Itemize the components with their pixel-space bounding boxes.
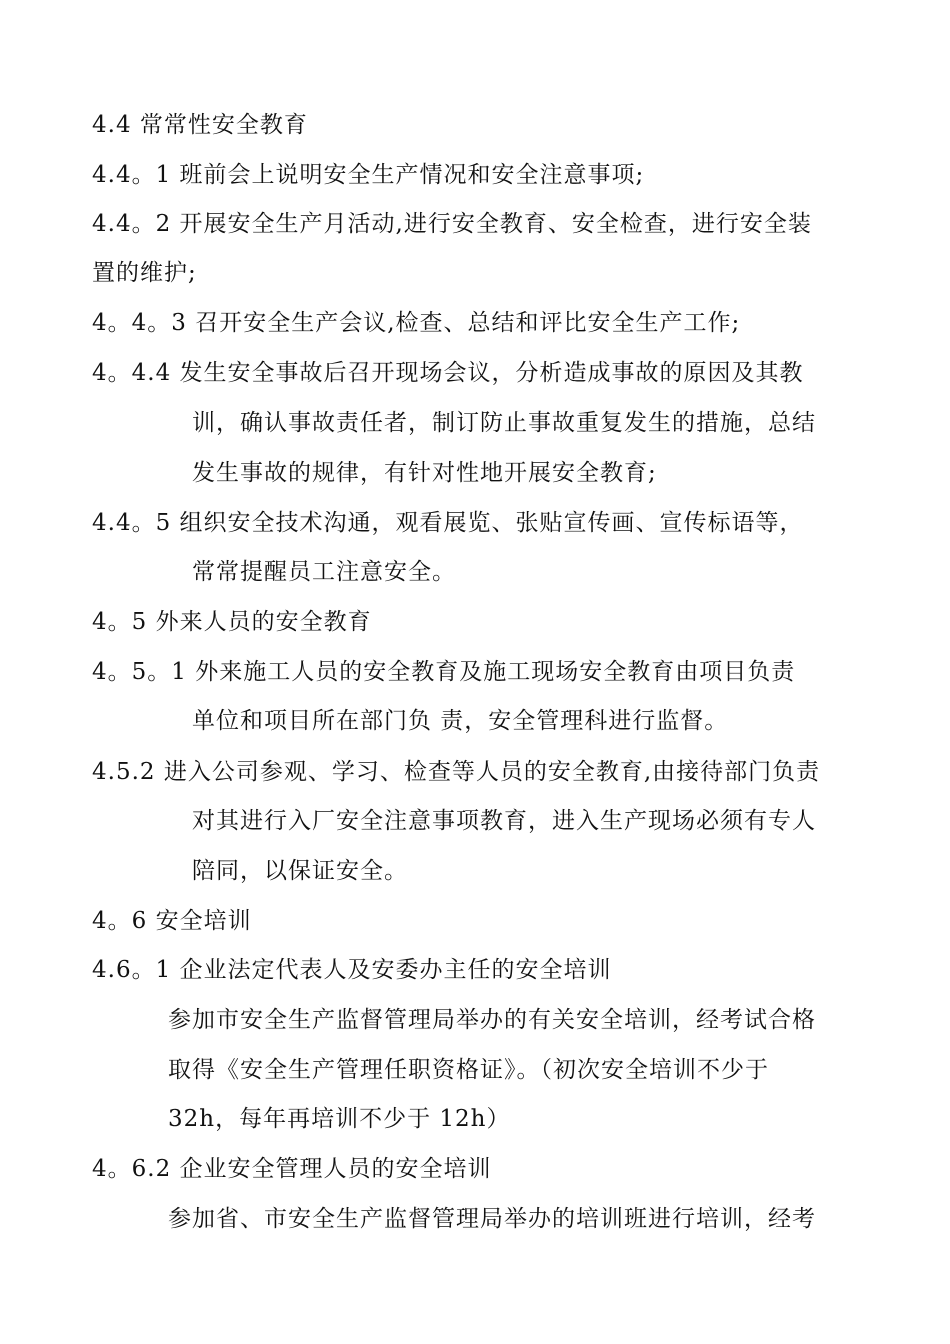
clause-4-4-5: 4.4。5 组织安全技术沟通，观看展览、张贴宣传画、宣传标语等， (92, 510, 804, 536)
section-heading-4-5: 4。5 外来人员的安全教育 (92, 609, 372, 635)
clause-4-6-1: 4.6。1 企业法定代表人及安委办主任的安全培训 (92, 957, 612, 983)
clause-4-4-5-continued: 常常提醒员工注意安全。 (192, 559, 456, 585)
clause-4-4-4-continued: 训，确认事故责任者，制订防止事故重复发生的措施，总结 (192, 410, 816, 436)
clause-4-5-1: 4。5。1 外来施工人员的安全教育及施工现场安全教育由项目负责 (92, 659, 796, 685)
clause-4-5-2: 4.5.2 进入公司参观、学习、检查等人员的安全教育,由接待部门负责 (92, 759, 821, 785)
clause-4-5-2-continued: 陪同，以保证安全。 (192, 858, 408, 884)
clause-4-5-2-continued: 对其进行入厂安全注意事项教育，进入生产现场必须有专人 (192, 808, 816, 834)
clause-4-6-1-body: 32h，每年再培训不少于 12h） (168, 1106, 511, 1132)
clause-4-4-4: 4。4.4 发生安全事故后召开现场会议，分析造成事故的原因及其教 (92, 360, 804, 386)
clause-4-6-2: 4。6.2 企业安全管理人员的安全培训 (92, 1156, 492, 1182)
clause-4-4-1: 4.4。1 班前会上说明安全生产情况和安全注意事项; (92, 162, 645, 188)
clause-4-6-1-body: 取得《安全生产管理任职资格证》。（初次安全培训不少于 (168, 1057, 769, 1083)
clause-4-4-3: 4。4。3 召开安全生产会议,检查、总结和评比安全生产工作; (92, 310, 741, 336)
clause-4-5-1-continued: 单位和项目所在部门负 责，安全管理科进行监督。 (192, 708, 729, 734)
clause-4-4-4-continued: 发生事故的规律，有针对性地开展安全教育; (192, 460, 657, 486)
clause-4-6-1-body: 参加市安全生产监督管理局举办的有关安全培训，经考试合格 (168, 1007, 816, 1033)
clause-4-4-2: 4.4。2 开展安全生产月活动,进行安全教育、安全检查，进行安全装 (92, 211, 812, 237)
section-heading-4-6: 4。6 安全培训 (92, 908, 252, 934)
clause-4-4-2-continued: 置的维护; (92, 260, 197, 286)
clause-4-6-2-body: 参加省、市安全生产监督管理局举办的培训班进行培训，经考 (168, 1206, 816, 1232)
section-heading-4-4: 4.4 常常性安全教育 (92, 112, 308, 138)
